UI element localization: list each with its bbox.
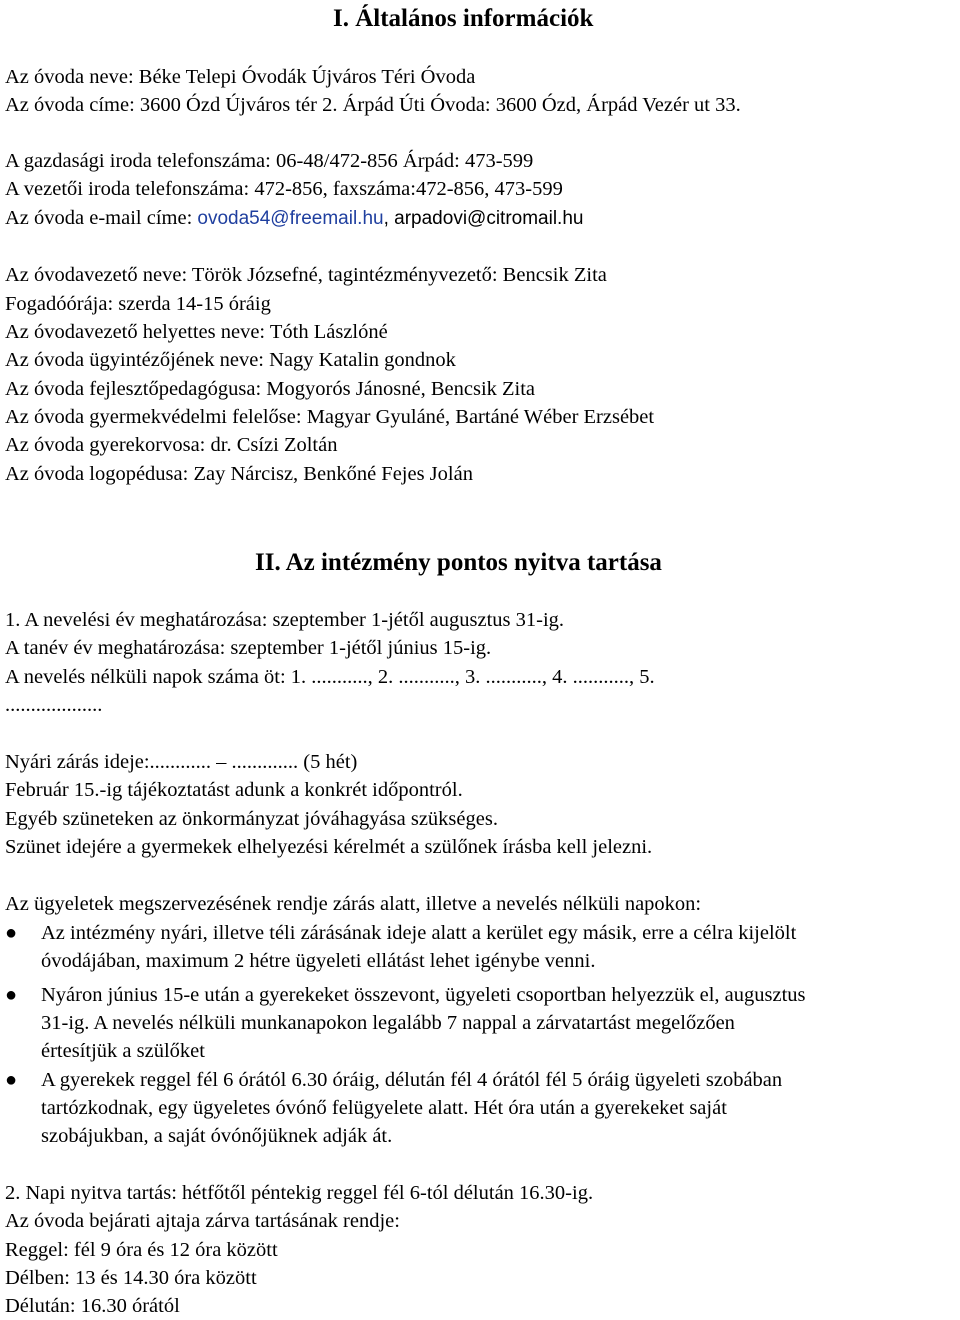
email-separator: , bbox=[383, 208, 395, 229]
email-label: Az óvoda e-mail címe: bbox=[5, 207, 198, 229]
section-2-heading: II. Az intézmény pontos nyitva tartása bbox=[255, 549, 662, 576]
bullet-2-line-3: értesítjük a szülőket bbox=[41, 1040, 205, 1062]
noon-closure: Délben: 13 és 14.30 óra között bbox=[5, 1267, 257, 1289]
daily-opening-hours: 2. Napi nyitva tartás: hétfőtől péntekig reggel fél 6-tól délután 16.30-ig. bbox=[5, 1182, 594, 1204]
door-closure-rules: Az óvoda bejárati ajtaja zárva tartásának rendje: bbox=[5, 1210, 400, 1232]
school-year: A tanév év meghatározása: szeptember 1-jétől június 15-ig. bbox=[5, 637, 492, 659]
bullet-icon: ● bbox=[5, 984, 18, 1006]
bullet-1-line-2: óvodájában, maximum 2 hétre ügyeleti ellátást lehet igénybe venni. bbox=[41, 950, 596, 972]
office-phone: A gazdasági iroda telefonszáma: 06-48/472-856 Árpád: 473-599 bbox=[5, 150, 534, 172]
bullet-3-line-3: szobájukban, a saját óvónőjüknek adják át. bbox=[41, 1125, 393, 1147]
bullet-1-line-1: Az intézmény nyári, illetve téli zárásának ideje alatt a kerület egy másik, erre a célra kijelölt bbox=[41, 922, 797, 944]
non-teaching-days: A nevelés nélküli napok száma öt: 1. ..........., 2. ..........., 3. ..........., 4. ..........., 5. bbox=[5, 666, 655, 688]
director-phone: A vezetői iroda telefonszáma: 472-856, faxszáma:472-856, 473-599 bbox=[5, 178, 563, 200]
bullet-2-line-1: Nyáron június 15-e után a gyerekeket összevont, ügyeleti csoportban helyezzük el, augusztus bbox=[41, 984, 806, 1006]
section-1-heading: I. Általános információk bbox=[333, 5, 594, 32]
director-name: Az óvodavezető neve: Török Józsefné, tagintézményvezető: Bencsik Zita bbox=[5, 264, 607, 286]
bullet-2-line-2: 31-ig. A nevelés nélküli munkanapokon legalább 7 nappal a zárvatartást megelőzően bbox=[41, 1012, 735, 1034]
non-teaching-days-cont: ................... bbox=[5, 694, 103, 716]
pediatrician: Az óvoda gyerekorvosa: dr. Csízi Zoltán bbox=[5, 434, 338, 456]
afternoon-closure: Délután: 16.30 órától bbox=[5, 1295, 180, 1317]
duty-intro: Az ügyeletek megszervezésének rendje zárás alatt, illetve a nevelés nélküli napokon: bbox=[5, 893, 702, 915]
kindergarten-name: Az óvoda neve: Béke Telepi Óvodák Újváros Téri Óvoda bbox=[5, 66, 476, 88]
holiday-placement: Szünet idejére a gyermekek elhelyezési kérelmét a szülőnek írásba kell jelezni. bbox=[5, 836, 653, 858]
bullet-3-line-2: tartózkodnak, egy ügyeletes óvónő felügyelete alatt. Hét óra után a gyerekeket saját bbox=[41, 1097, 727, 1119]
kindergarten-address: Az óvoda címe: 3600 Ózd Újváros tér 2. Árpád Úti Óvoda: 3600 Ózd, Árpád Vezér ut 33. bbox=[5, 94, 741, 116]
deputy-director: Az óvodavezető helyettes neve: Tóth Lászlóné bbox=[5, 321, 388, 343]
office-hours: Fogadóórája: szerda 14-15 óráig bbox=[5, 293, 271, 315]
morning-closure: Reggel: fél 9 óra és 12 óra között bbox=[5, 1239, 278, 1261]
administrator: Az óvoda ügyintézőjének neve: Nagy Katalin gondnok bbox=[5, 349, 456, 371]
speech-therapist: Az óvoda logopédusa: Zay Nárcisz, Benkőné Fejes Jolán bbox=[5, 463, 473, 485]
bullet-3-line-1: A gyerekek reggel fél 6 órától 6.30 óráig, délután fél 4 órától fél 5 óráig ügyeleti szobában bbox=[41, 1069, 783, 1091]
other-holidays: Egyéb szüneteken az önkormányzat jóváhagyása szükséges. bbox=[5, 808, 498, 830]
february-notice: Február 15.-ig tájékoztatást adunk a konkrét időpontról. bbox=[5, 779, 463, 801]
child-protection-officer: Az óvoda gyermekvédelmi felelőse: Magyar Gyuláné, Bartáné Wéber Erzsébet bbox=[5, 406, 655, 428]
development-teacher: Az óvoda fejlesztőpedagógusa: Mogyorós Jánosné, Bencsik Zita bbox=[5, 378, 536, 400]
email-link-1[interactable]: ovoda54@freemail.hu bbox=[197, 208, 384, 229]
education-year: 1. A nevelési év meghatározása: szeptember 1-jétől augusztus 31-ig. bbox=[5, 609, 565, 631]
email-2: arpadovi@citromail.hu bbox=[394, 208, 584, 229]
bullet-icon: ● bbox=[5, 922, 18, 944]
bullet-icon: ● bbox=[5, 1069, 18, 1091]
email-line bbox=[5, 204, 583, 233]
summer-closure: Nyári zárás ideje:............ – ............. (5 hét) bbox=[5, 751, 358, 773]
